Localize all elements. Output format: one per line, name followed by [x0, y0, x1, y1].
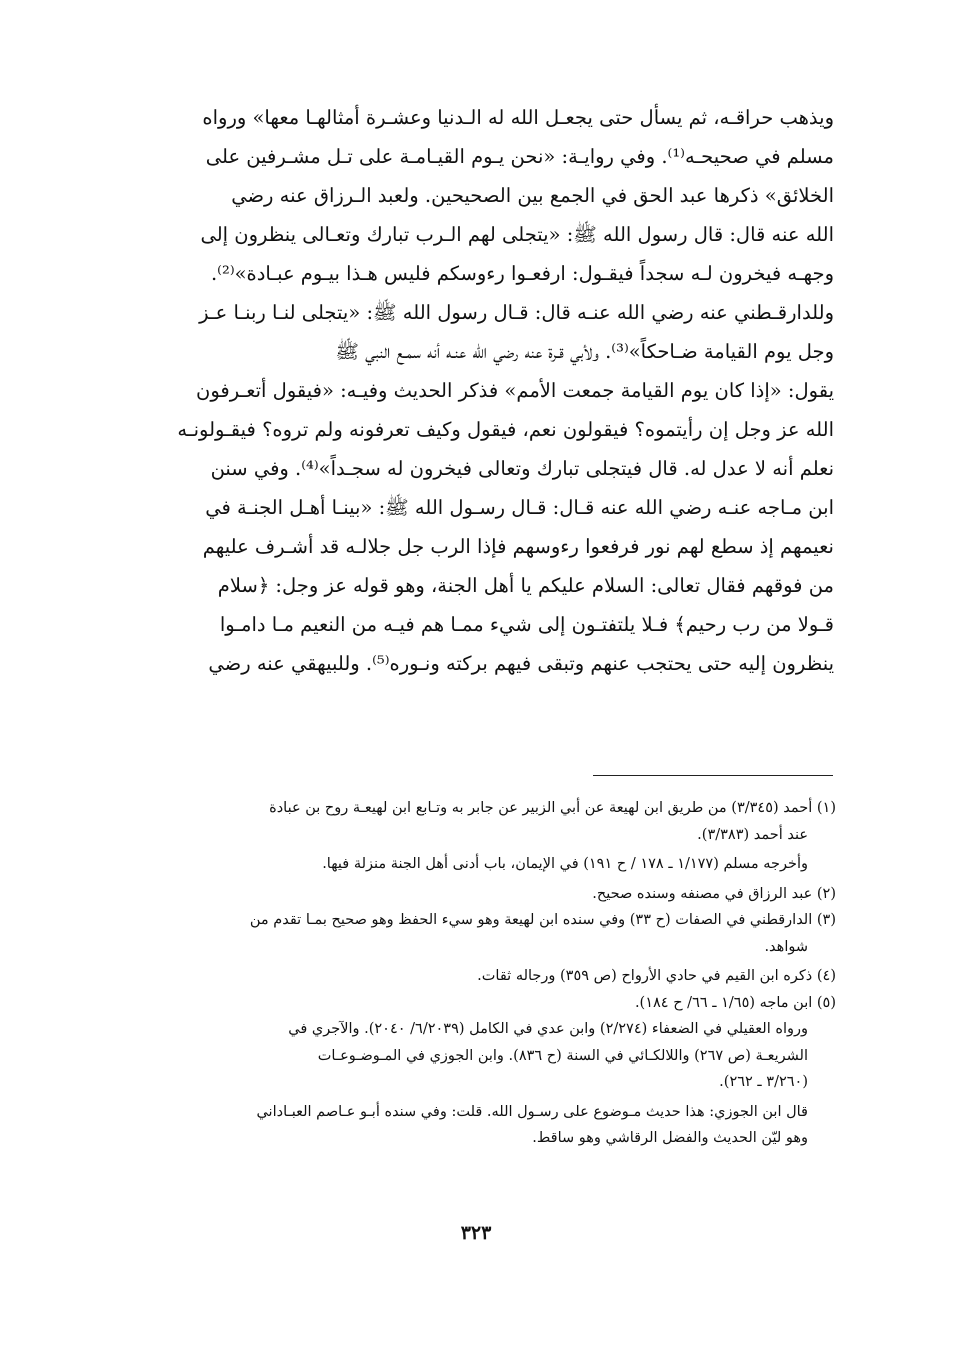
main-body-text — [128, 98, 834, 683]
footnote-line: الشريعـة (ص ٢٦٧) واللالكـائي في السنة (ح ٨٣٦). وابن الجوزي في المـوضـوعـات — [317, 1047, 808, 1064]
body-line: ويذهب حراقـه، ثم يسأل حتى يجعـل الله له الـدنيا وعشـرة أمثالهـا معها» ورواه — [202, 106, 834, 129]
footnote-line: (٥) ابن ماجه (١/٦٥ ـ ٦٦/ ح ١٨٤). — [634, 994, 836, 1011]
body-line: ينظرون إليه حتى يحتجب عنهم وتبقى فيهم بركته ونـوره⁽⁵⁾. وللبيهقي عنه رضي — [208, 652, 834, 675]
body-line: نعلم أنه لا عدل له. قال فيتجلى تبارك وتعالى فيخرون له سجـداً»⁽⁴⁾. وفي سنن — [210, 457, 834, 480]
body-line: نعيمهم إذ سطع لهم نور فرفعوا رءوسهم فإذا الرب جل جلالـه قد أشـرف عليهم — [202, 535, 834, 558]
body-line: وجهـه فيخرون لـه سجداً فيقـول: ارفعـوا رءوسكم فليس هـذا بيـوم عبـادة»⁽²⁾. — [210, 262, 834, 285]
body-line: الله عنه قال: قال رسول الله ﷺ: «يتجلى لهم الـرب تبارك وتعـالى ينظرون إلى — [200, 223, 834, 246]
body-line: وللدارقـطني عنه رضي الله عنـه قال: قـال رسول الله ﷺ: «يتجلى لنـا ربنـا عـز — [199, 301, 834, 324]
body-line: يقول: «إذا كان يوم القيامة جمعت الأمم» فذكر الحديث وفيـه: «فيقول أتعـرفون — [196, 379, 834, 402]
page-number: ٣٢٣ — [460, 1222, 492, 1244]
footnote-line: شواهد. — [764, 938, 808, 955]
footnote-line: ورواه العقيلي في الضعفاء (٢/٢٧٤) وابن عدي في الكامل (٦/٢٠٣٩/ ٢٠٤٠). والآجري في — [288, 1021, 808, 1037]
footnote-line: (١) أحمد (٣/٣٤٥) من طريق ابن لهيعة عن أبي الزبير عن جابر به وتـابع ابن لهيعـة روح بن عبادة — [269, 800, 836, 816]
footnote-line: قال ابن الجوزي: هذا حديث مـوضوع على رسـول الله. قلت: وفي سنده أبـو عـاصم العبـاداني — [256, 1103, 808, 1120]
body-line: قـولا من رب رحيم﴾ فـلا يلتفتـون إلى شيء ممـا هم فيـه من النعيم مـا دامـوا — [219, 613, 834, 636]
footnote-line: عند أحمد (٣/٣٨٣). — [697, 826, 808, 843]
body-line: الله عز وجل إن رأيتموه؟ فيقولون نعم، فيقول وكيف تعرفونه ولم تروه؟ فيقـولونـه — [177, 418, 834, 441]
footnote-line: (٤) ذكره ابن القيم في حادي الأرواح (ص ٣٥٩) ورجاله ثقات. — [477, 968, 836, 984]
footnote-line: وهو ليّن الحديث والفضل الرقاشي وهو ساقط. — [532, 1130, 808, 1146]
footnote-line: (٣) الدارقطني في الصفات (ح ٣٣) وفي سنده ابن لهيعة وهو سيء الحفظ وهو صحيح بمـا تقدم من — [249, 912, 836, 928]
body-line: وجل يوم القيامة ضـاحكاً»⁽³⁾. ولأبي قـرة عنه رضي الله عنـه أنه سمـع النبي ﷺ — [335, 340, 834, 363]
footnote-line: (٣/٢٦٠ ـ ٢٦٢). — [719, 1074, 808, 1090]
body-line: من فوقهم فقال تعالى: السلام عليكم يا أهل الجنة، وهو قوله عز وجل: ﴿سلام — [217, 574, 834, 597]
body-line: ابن مـاجه عنـه رضي الله عنه قـال: قـال رسـول الله ﷺ: «بينـا أهـل الجنـة في — [205, 496, 834, 519]
footnote-line: (٢) عبد الرزاق في مصنفه وسنده صحيح. — [592, 885, 836, 902]
body-line: الخلائق» ذكرها عبد الحق في الجمع بين الصحيحين. ولعبد الـرزاق عنه رضي — [231, 184, 834, 207]
body-line: مسلم في صحيحـه⁽¹⁾. وفي روايـة: «نحن يـوم القيـامـة على تـل مشـرفين على — [205, 145, 834, 168]
footnote-line: وأخرجه مسلم (١/١٧٧ ـ ١٧٨ / ح ١٩١) في الإيمان، باب أدنى أهل الجنة منزلة فيها. — [322, 856, 808, 872]
footnotes-section — [126, 795, 836, 1152]
footnote-separator — [593, 775, 833, 776]
